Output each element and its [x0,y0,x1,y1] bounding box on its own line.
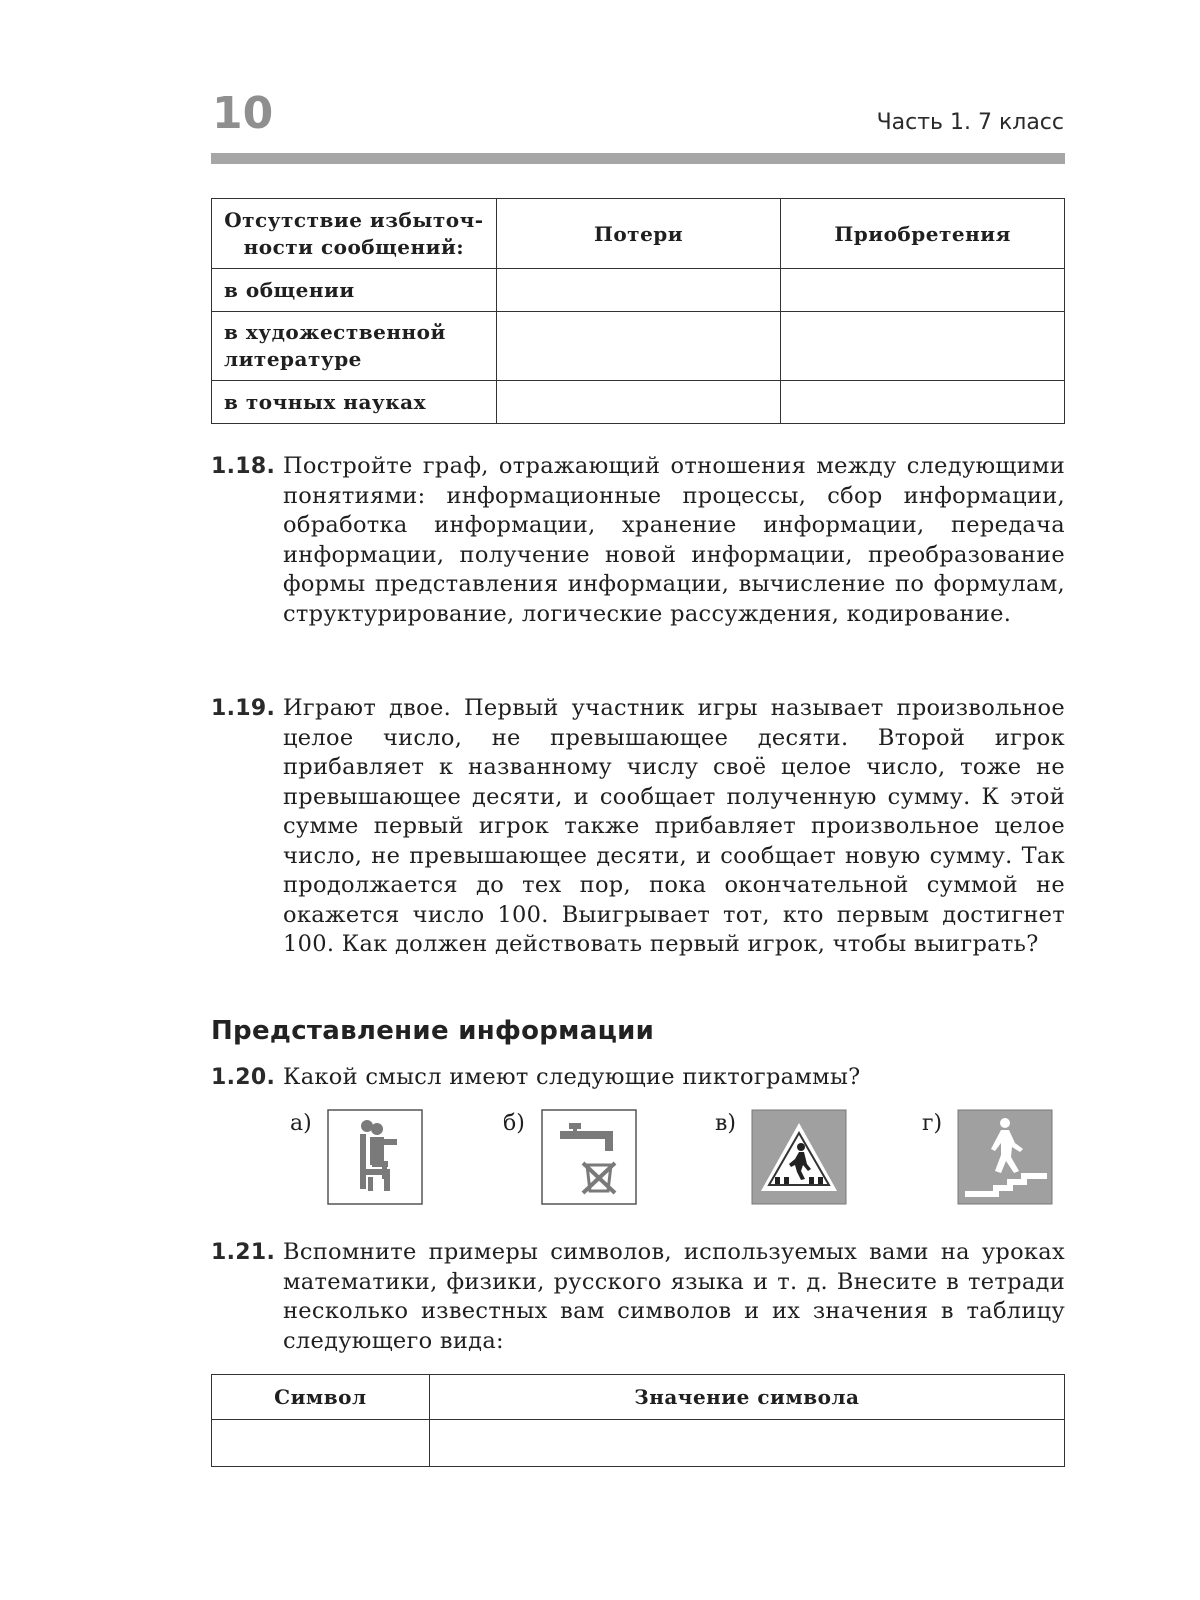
row-label: в точных науках [212,381,497,424]
table-row [212,269,1065,312]
task-text: Вспомните примеры символов, используемых вами на уроках математики, физики, русского языка и т. д. Внесите в тетради несколько известных вам символов и их значения в таблицу следующего вида: [283,1239,1065,1354]
task-number: 1.19. [211,696,276,721]
empty-cell [781,312,1065,381]
task-text: Постройте граф, отражающий отношения между следующими понятиями: информационные процессы, сбор информации, обработка информации, хранение информации, передача информации, получение новой информации, преобразование формы представления информации, вычисление по формулам, структурирование, логические рассуждения, кодирование. [283,453,1065,627]
page-number: 10 [212,88,274,139]
pedestrian-crossing-icon [751,1109,847,1205]
empty-cell [496,381,780,424]
section-heading: Представление информации [211,1016,655,1046]
seated-person-icon [327,1109,423,1205]
task-number: 1.20. [211,1065,276,1090]
task-1-20 [211,1063,1065,1093]
pictogram-label-v: в) [715,1111,736,1136]
empty-cell [496,269,780,312]
task-text: Какой смысл имеют следующие пиктограммы? [283,1064,861,1090]
table-row [212,312,1065,381]
task-text: Играют двое. Первый участник игры называет произвольное целое число, не превышающее десяти. Второй игрок прибавляет к названному числу своё целое число, тоже не превышающее десяти, и сообщает полученную сумму. К этой сумме первый игрок также прибавляет произвольное целое число, не превышающее десяти, и сообщает новую сумму. Так продолжается до тех пор, пока окончательной суммой не окажется число 100. Выигрывает тот, кто первым достигнет 100. Как должен действовать первый игрок, чтобы выиграть? [283,695,1065,957]
table-row [212,1420,1065,1467]
table-header-row [212,1375,1065,1420]
table-header-row [212,199,1065,269]
task-number: 1.21. [211,1240,276,1265]
row-label: в художественной литературе [212,312,497,381]
stairs-down-icon [957,1109,1053,1205]
header-rule [211,153,1065,164]
empty-cell [429,1420,1064,1467]
task-1-19 [211,694,1065,960]
no-drinking-water-icon [541,1109,637,1205]
empty-cell [781,381,1065,424]
pictogram-label-g: г) [922,1111,943,1136]
table-header-cell: Приобретения [781,199,1065,269]
empty-cell [781,269,1065,312]
task-number: 1.18. [211,454,276,479]
table-header-cell [212,199,497,269]
row-label: в общении [212,269,497,312]
header-line-2: ности сообщений: [243,234,465,259]
task-1-18 [211,452,1065,629]
redundancy-table [211,198,1065,424]
empty-cell [212,1420,430,1467]
running-title: Часть 1. 7 класс [876,110,1064,135]
header-line-1: Отсутствие избыточ- [224,207,484,232]
pictogram-label-a: а) [290,1111,312,1136]
empty-cell [496,312,780,381]
table-header-cell: Потери [496,199,780,269]
task-1-21 [211,1238,1065,1356]
table-row [212,381,1065,424]
table-header-cell: Символ [212,1375,430,1420]
pictogram-label-b: б) [503,1111,525,1136]
symbol-table [211,1374,1065,1467]
table-header-cell: Значение символа [429,1375,1064,1420]
